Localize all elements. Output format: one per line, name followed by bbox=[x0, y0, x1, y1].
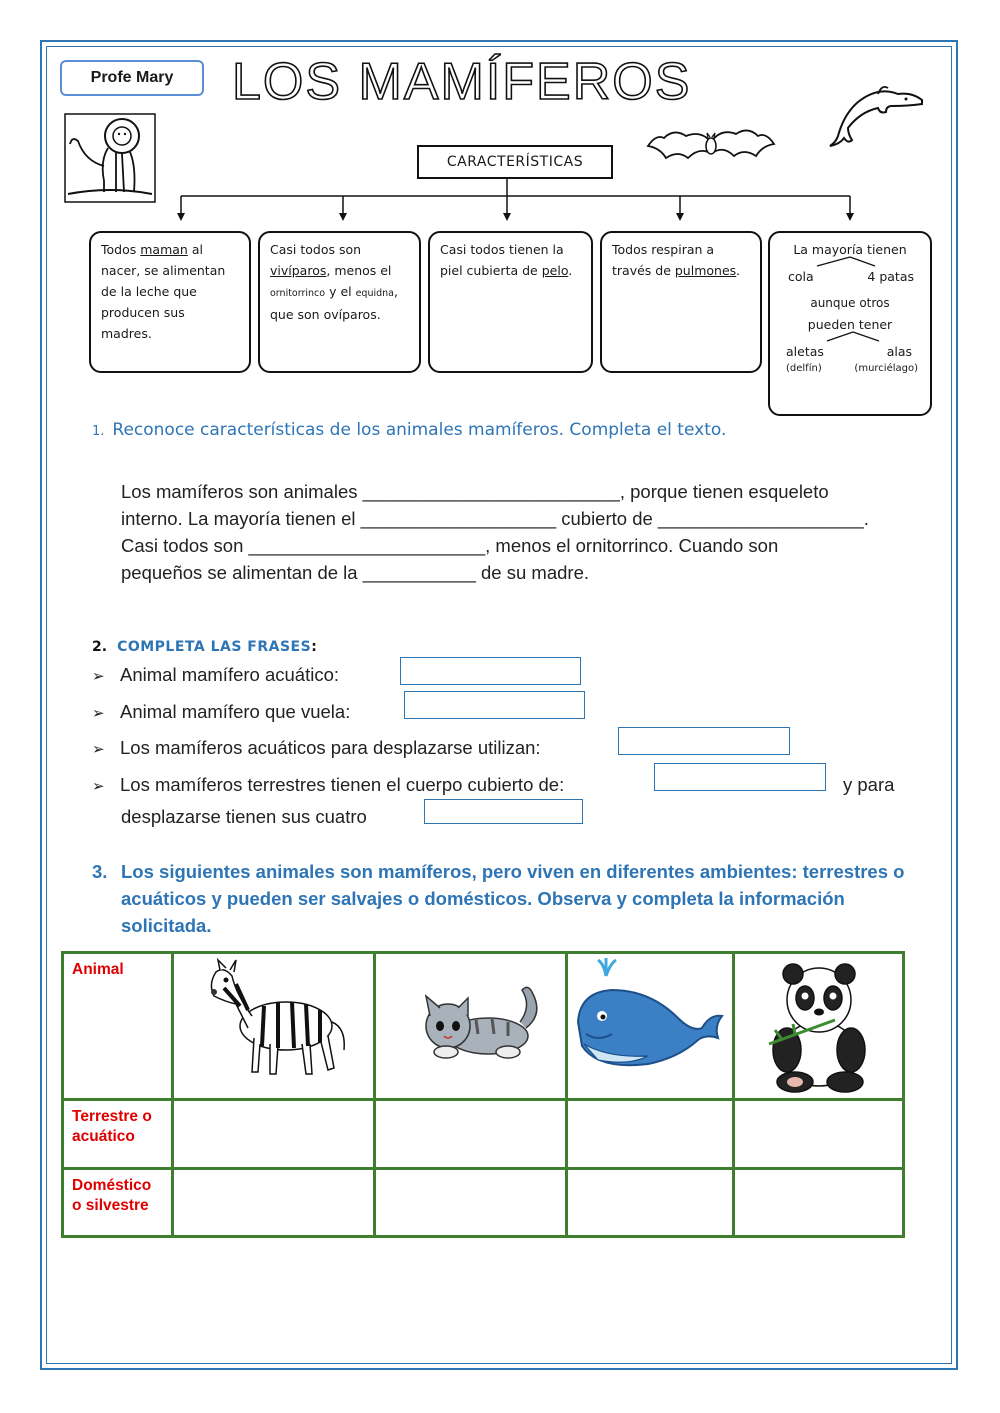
answer-field-limbs[interactable] bbox=[424, 799, 583, 824]
answer-field-body-cover[interactable] bbox=[654, 763, 826, 791]
card-text: , que son ovíparos. bbox=[270, 284, 398, 322]
card5-fins: aletas bbox=[786, 344, 824, 359]
animal-cell-zebra bbox=[173, 953, 375, 1100]
card-text: , menos el bbox=[326, 263, 392, 278]
question-3-number: 3. bbox=[92, 861, 108, 882]
card5-example-dolphin: (delfín) bbox=[786, 363, 822, 374]
card5-line4: pueden tener bbox=[807, 317, 893, 332]
card-keyword: pulmones bbox=[674, 263, 737, 278]
card-keyword: maman bbox=[140, 242, 188, 257]
row-label-domestic: Doméstico o silvestre bbox=[63, 1169, 173, 1237]
card-text: ornitorrinco bbox=[270, 288, 326, 299]
card5-four-legs: 4 patas bbox=[867, 269, 914, 284]
question-1-number: 1. bbox=[92, 424, 105, 439]
question-2-heading bbox=[92, 639, 317, 655]
bullet-text: Animal mamífero acuático: bbox=[120, 664, 340, 685]
card-text: al nacer, se alimentan de la leche que producen sus madres. bbox=[101, 242, 226, 341]
bullet-item-aquatic bbox=[92, 664, 339, 686]
card-text: Casi todos tienen la piel cubierta de bbox=[440, 242, 564, 278]
panda-illustration bbox=[735, 954, 902, 1094]
concept-root-box: CARACTERÍSTICAS bbox=[417, 145, 613, 179]
characteristic-card-fur bbox=[428, 231, 593, 373]
bullet-text: Animal mamífero que vuela: bbox=[120, 701, 351, 722]
question-1-instruction bbox=[92, 420, 726, 440]
card-text: y el bbox=[325, 284, 356, 299]
bullet-item-4-line2: desplazarse tienen sus cuatro bbox=[121, 806, 367, 827]
paragraph-line-1: Los mamíferos son animales _________________________, porque tienen esqueleto bbox=[121, 481, 829, 502]
paragraph-line-4: pequeños se alimentan de la ___________ de su madre. bbox=[121, 562, 589, 583]
card5-tail: cola bbox=[788, 269, 814, 284]
habitat-cell-zebra[interactable] bbox=[173, 1100, 375, 1169]
question-2-colon: : bbox=[311, 639, 317, 655]
arrow-bullet-icon: ➢ bbox=[92, 740, 105, 758]
arrow-bullet-icon: ➢ bbox=[92, 777, 105, 795]
card-text: . bbox=[568, 263, 573, 278]
card-text: Casi todos son bbox=[270, 242, 362, 257]
whale-illustration bbox=[568, 954, 732, 1094]
bullet-text: Los mamíferos terrestres tienen el cuerpo cubierto de: bbox=[120, 774, 565, 795]
card-text: equidna bbox=[355, 288, 394, 299]
domestic-cell-cat[interactable] bbox=[375, 1169, 567, 1237]
author-label: Profe Mary bbox=[60, 60, 204, 96]
cat-illustration bbox=[376, 954, 565, 1094]
card-keyword: pelo bbox=[541, 263, 569, 278]
card-keyword: vivíparos bbox=[270, 263, 327, 278]
domestic-cell-panda[interactable] bbox=[734, 1169, 904, 1237]
page-title: LOS MAMÍFEROS bbox=[232, 53, 692, 111]
habitat-cell-panda[interactable] bbox=[734, 1100, 904, 1169]
paragraph-line-3: Casi todos son _______________________, menos el ornitorrinco. Cuando son bbox=[121, 535, 779, 556]
bullet-text: Los mamíferos acuáticos para desplazarse utilizan: bbox=[120, 737, 541, 758]
card5-line3: aunque otros bbox=[810, 296, 890, 310]
characteristic-card-lungs bbox=[600, 231, 762, 373]
characteristic-card-limbs bbox=[768, 231, 932, 416]
animal-cell-whale bbox=[567, 953, 734, 1100]
bullet-item-flying bbox=[92, 701, 350, 723]
concept-map-lines bbox=[0, 0, 1000, 240]
animal-classification-table bbox=[61, 951, 905, 1238]
card-text: Todos respiran a través de bbox=[612, 242, 715, 278]
card-text: . bbox=[736, 263, 741, 278]
habitat-cell-cat[interactable] bbox=[375, 1100, 567, 1169]
bullet-item-aquatic-movement bbox=[92, 737, 541, 759]
answer-field-aquatic-movement[interactable] bbox=[618, 727, 790, 755]
paragraph-line-2: interno. La mayoría tienen el ___________________ cubierto de ____________________. bbox=[121, 508, 869, 529]
bullet-item-terrestrial-cover bbox=[92, 774, 564, 796]
domestic-cell-whale[interactable] bbox=[567, 1169, 734, 1237]
animal-cell-cat bbox=[375, 953, 567, 1100]
zebra-illustration bbox=[174, 954, 373, 1094]
row-label-animal: Animal bbox=[63, 953, 173, 1100]
question-3-text: Los siguientes animales son mamíferos, pero viven en diferentes ambientes: terrestres o acuáticos y pueden ser salvajes o domésticos. Observa y completa la información solicitada. bbox=[121, 861, 905, 936]
habitat-cell-whale[interactable] bbox=[567, 1100, 734, 1169]
bullet-item-4-tail: y para bbox=[843, 774, 895, 795]
arrow-bullet-icon: ➢ bbox=[92, 667, 105, 685]
animal-cell-panda bbox=[734, 953, 904, 1100]
question-3-instruction bbox=[92, 858, 932, 939]
card5-line1: La mayoría tienen bbox=[793, 242, 907, 257]
answer-field-flying-mammal[interactable] bbox=[404, 691, 585, 719]
row-label-habitat: Terrestre o acuático bbox=[63, 1100, 173, 1169]
characteristic-card-nursing bbox=[89, 231, 251, 373]
arrow-bullet-icon: ➢ bbox=[92, 704, 105, 722]
question-2-number: 2. bbox=[92, 639, 108, 655]
question-1-text: Reconoce características de los animales mamíferos. Completa el texto. bbox=[112, 420, 727, 440]
card5-example-bat: (murciélago) bbox=[854, 363, 918, 374]
question-1-paragraph bbox=[121, 478, 941, 586]
card-text: Todos bbox=[101, 242, 141, 257]
answer-field-aquatic-mammal[interactable] bbox=[400, 657, 581, 685]
question-2-label: COMPLETA LAS FRASES bbox=[117, 639, 312, 655]
characteristic-card-viviparous bbox=[258, 231, 421, 373]
card5-wings: alas bbox=[886, 344, 912, 359]
domestic-cell-zebra[interactable] bbox=[173, 1169, 375, 1237]
